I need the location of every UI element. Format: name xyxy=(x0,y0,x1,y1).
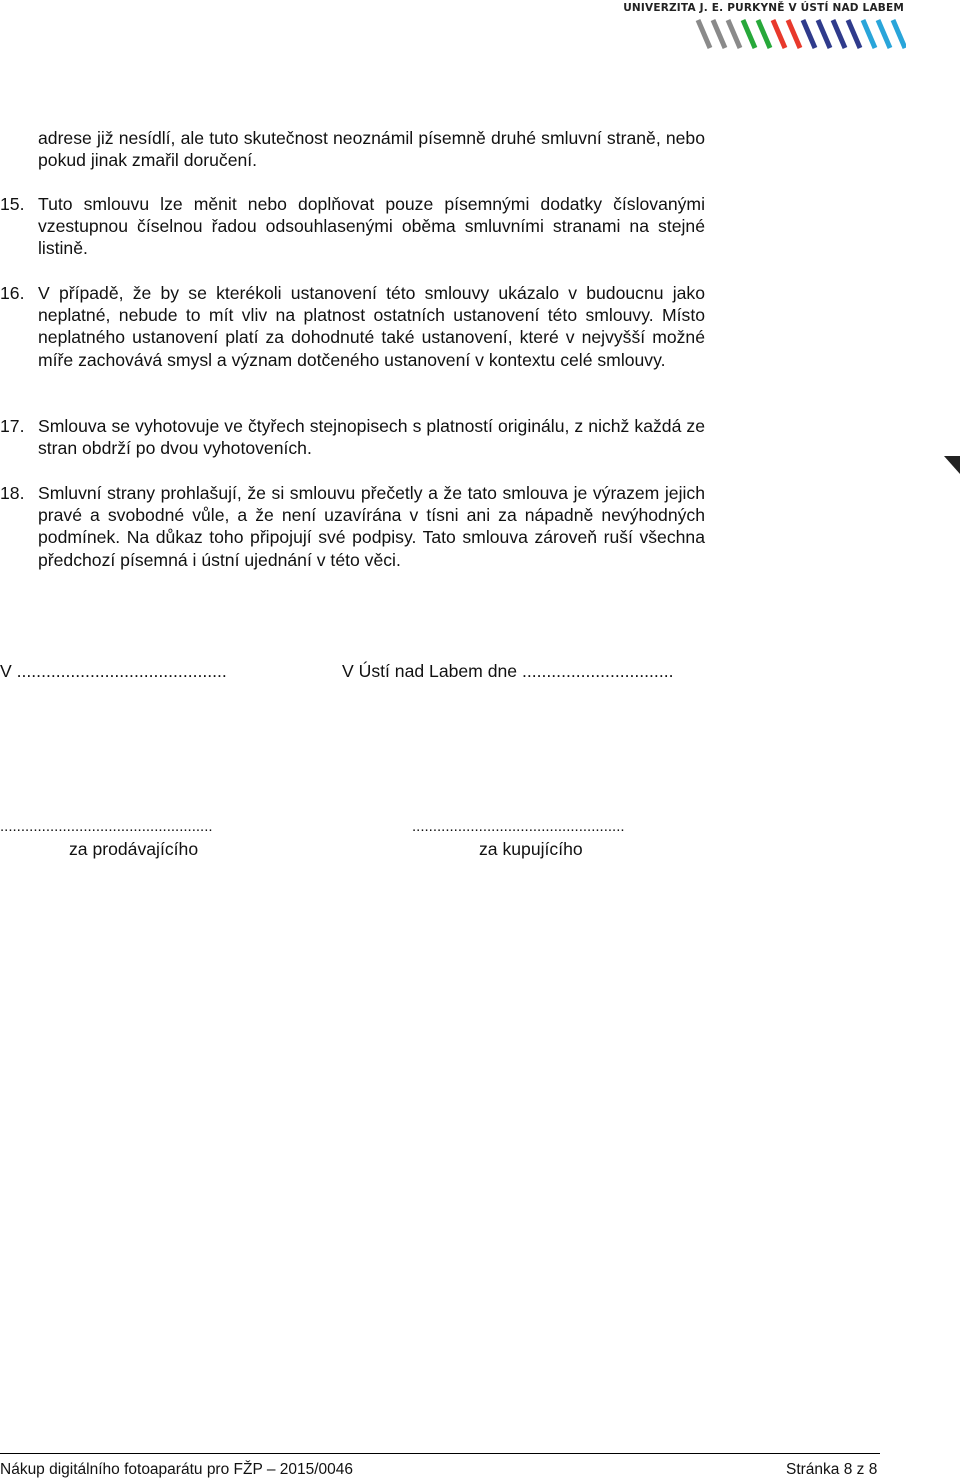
logo-stripe xyxy=(728,20,740,48)
clause-18 xyxy=(0,482,960,571)
signature-line-right: ................................................... xyxy=(412,818,625,835)
signature-label-seller: za prodávajícího xyxy=(69,839,199,859)
university-logo-text: UNIVERZITA J. E. PURKYNĚ V ÚSTÍ NAD LABEM xyxy=(623,2,904,14)
footer-divider xyxy=(0,1453,880,1454)
university-logo-stripes xyxy=(694,16,906,52)
clause-number: 18. xyxy=(0,483,25,503)
signing-place-right: V Ústí nad Labem dne ............................... xyxy=(342,661,674,681)
logo-stripe xyxy=(818,20,830,48)
logo-stripe xyxy=(788,20,800,48)
clause-number: 16. xyxy=(0,283,25,303)
logo-stripe xyxy=(833,20,845,48)
logo-stripe xyxy=(758,20,770,48)
clause-16 xyxy=(0,282,960,371)
logo-stripe xyxy=(863,20,875,48)
clause-15 xyxy=(0,193,960,260)
logo-stripe xyxy=(893,20,905,48)
footer-page-number: Stránka 8 z 8 xyxy=(786,1461,878,1478)
logo-stripe xyxy=(803,20,815,48)
logo-stripe xyxy=(773,20,785,48)
continuation-paragraph: adrese již nesídlí, ale tuto skutečnost neoznámil písemně druhé smluvní straně, nebo pokud jinak zmařil doručení. xyxy=(38,128,705,171)
clause-text: Smlouva se vyhotovuje ve čtyřech stejnopisech s platností originálu, z nichž každá ze stran obdrží po dvou vyhotoveních. xyxy=(38,416,705,459)
logo-stripe xyxy=(713,20,725,48)
logo-stripe xyxy=(878,20,890,48)
signing-place-left: V ........................................... xyxy=(0,661,227,681)
signature-line-left: ................................................... xyxy=(0,818,213,835)
logo-stripe xyxy=(698,20,710,48)
signature-label-buyer: za kupujícího xyxy=(479,839,583,859)
clause-text: Tuto smlouvu lze měnit nebo doplňovat pouze písemnými dodatky číslovanými vzestupnou číselnou řadou odsouhlasenými oběma smluvními stranami na stejné listině. xyxy=(38,194,705,259)
clause-text: Smluvní strany prohlašují, že si smlouvu přečetly a že tato smlouva je výrazem jejich pravé a svobodné vůle, a že není uzavírána v tísni ani za nápadně nevýhodných podmínek. Na důkaz toho připojují své podpisy. Tato smlouva zároveň ruší všechna předchozí písemná i ústní ujednání v této věci. xyxy=(38,483,705,570)
clause-17 xyxy=(0,415,960,459)
clause-number: 15. xyxy=(0,194,25,214)
logo-stripe xyxy=(743,20,755,48)
logo-stripe xyxy=(848,20,860,48)
clause-text: V případě, že by se kterékoli ustanovení této smlouvy ukázalo v budoucnu jako neplatné, nebude to mít vliv na platnost ostatních ustanovení této smlouvy. Místo neplatného ustanovení platí za dohodnuté také ustanovení, které v nejvyšší možné míře zachovává smysl a význam dotčeného ustanovení v kontextu celé smlouvy. xyxy=(38,283,705,370)
footer-document-title: Nákup digitálního fotoaparátu pro FŽP – 2015/0046 xyxy=(0,1461,354,1478)
clause-number: 17. xyxy=(0,416,25,436)
